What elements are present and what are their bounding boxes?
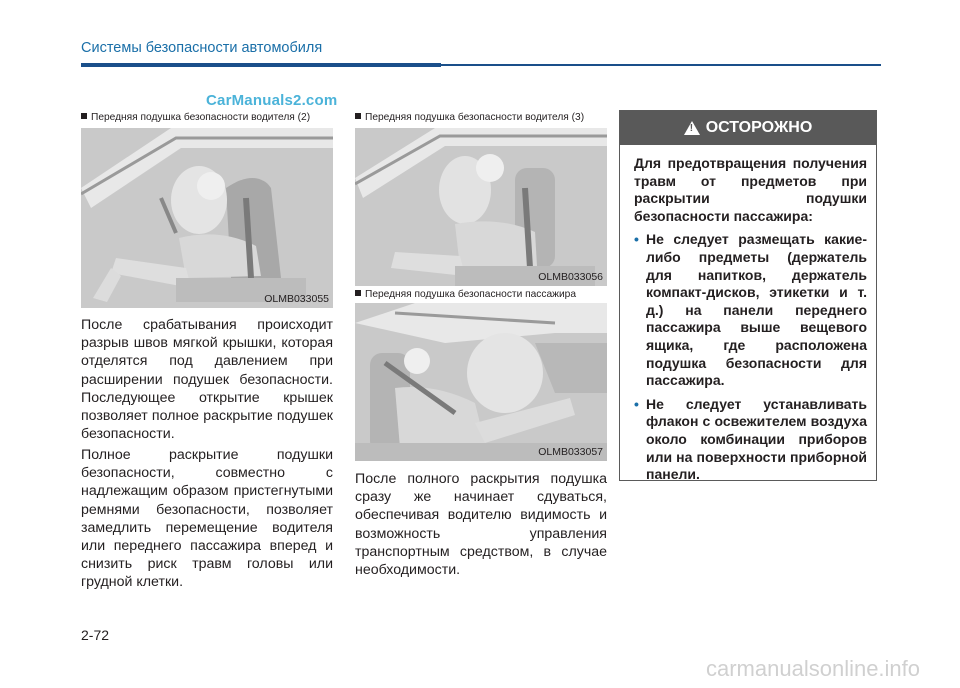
page-number: 2-72: [81, 627, 110, 643]
bullet-icon: •: [634, 231, 639, 248]
figure-code: OLMB033057: [538, 446, 603, 458]
passenger-airbag-illustration: [355, 303, 607, 461]
paragraph-cover-rupture: После срабатывания происходит разрыв швов мягкой крышки, которая отделятся под давлением при расширении подушек безопасности. Последующее открытие крышек позволяет полное раскрытие подушек безопасности.: [81, 317, 333, 443]
section-title: Системы безопасности автомобиля: [81, 40, 323, 56]
warning-intro: Для предотвращения получения травм от предметов при раскрытии подушки безопасности пассажира:: [634, 155, 867, 224]
warning-item: • Не следует устанавливать флакон с освежителем воздуха около комбинации приборов или на поверхности приборной панели.: [634, 395, 867, 483]
figure-caption-passenger: Передняя подушка безопасности пассажира: [355, 289, 576, 300]
figure-caption-driver-2: Передняя подушка безопасности водителя (2): [81, 112, 310, 123]
figure-caption-driver-3: Передняя подушка безопасности водителя (3): [355, 112, 584, 123]
site-watermark[interactable]: CarManuals2.com: [206, 92, 338, 109]
square-bullet-icon: [81, 113, 87, 119]
paragraph-full-deployment: Полное раскрытие подушки безопасности, совместно с надлежащим образом пристегнутыми ремнями безопасности, позволяет замедлить перемещение водителя или переднего пассажира вперед и снизить риск травм головы или грудной клетки.: [81, 447, 333, 591]
warning-box: [619, 110, 877, 481]
driver-airbag-illustration: [81, 128, 333, 308]
figure-code: OLMB033056: [538, 271, 603, 283]
figure-code: OLMB033055: [264, 293, 329, 305]
warning-item: • Не следует размещать какие-либо предметы (держатель для напитков, держатель компакт-дисков, этикетки и т. д.) на панели переднего пассажира выше вещевого ящика, где расположена подушка безопасности для пассажира.: [634, 231, 867, 389]
paragraph-deflation: После полного раскрытия подушка сразу же начинает сдуваться, обеспечивая водителю видимость и возможность управления транспортным средством, в случае необходимости.: [355, 471, 607, 579]
warning-header: [620, 111, 876, 145]
figure-passenger-airbag: [355, 303, 607, 461]
header-rule: [441, 64, 881, 66]
header-rule-dark: [81, 63, 441, 67]
figure-driver-airbag-3: [355, 128, 607, 286]
footer-watermark[interactable]: carmanualsonline.info: [706, 656, 921, 681]
bullet-icon: •: [634, 395, 639, 412]
square-bullet-icon: [355, 113, 361, 119]
figure-driver-airbag-2: [81, 128, 333, 308]
warning-title: ОСТОРОЖНО: [705, 119, 813, 136]
warning-triangle-icon: !: [684, 121, 700, 135]
driver-airbag-deflating-illustration: [355, 128, 607, 286]
square-bullet-icon: [355, 290, 361, 296]
